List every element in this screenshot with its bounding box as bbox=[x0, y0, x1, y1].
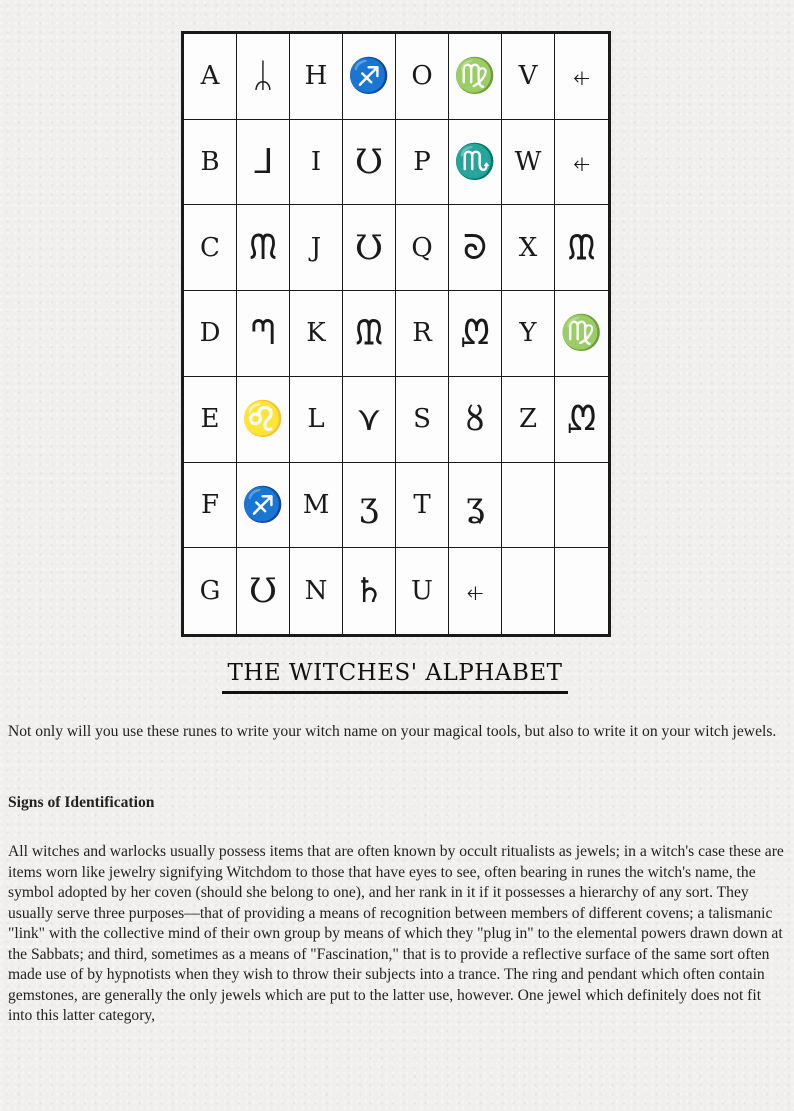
rune-cell bbox=[237, 377, 290, 463]
letter-cell bbox=[290, 377, 343, 463]
letter-cell bbox=[184, 377, 237, 463]
alphabet-letter: V bbox=[518, 61, 538, 92]
alphabet-table bbox=[181, 31, 611, 637]
letter-cell bbox=[396, 120, 449, 206]
rune-symbol: ⍅ bbox=[571, 142, 592, 183]
letter-cell bbox=[396, 291, 449, 377]
rune-cell bbox=[449, 120, 502, 206]
alphabet-letter: G bbox=[199, 576, 221, 607]
intro-paragraph: Not only will you use these runes to write your witch name on your magical tools, but also to write it on your witch jewels. bbox=[8, 723, 777, 740]
rune-symbol: ♏ bbox=[453, 142, 497, 183]
alphabet-letter: D bbox=[199, 318, 221, 349]
rune-symbol: ᛦ bbox=[252, 56, 274, 97]
letter-cell bbox=[184, 291, 237, 377]
rune-cell bbox=[555, 291, 608, 377]
alphabet-letter: I bbox=[310, 147, 322, 178]
alphabet-letter: H bbox=[304, 61, 328, 92]
rune-symbol: ᘉ bbox=[250, 313, 276, 354]
rune-symbol: ♍ bbox=[453, 56, 497, 97]
rune-cell bbox=[343, 291, 396, 377]
letter-cell bbox=[396, 377, 449, 463]
letter-cell bbox=[290, 34, 343, 120]
rune-symbol: ᘻ bbox=[460, 313, 490, 354]
alphabet-letter: O bbox=[411, 61, 433, 92]
alphabet-letter: S bbox=[413, 404, 431, 435]
rune-cell bbox=[555, 377, 608, 463]
alphabet-letter: X bbox=[518, 232, 538, 263]
letter-cell bbox=[502, 548, 555, 634]
figure-caption: THE WITCHES' ALPHABET bbox=[222, 656, 568, 694]
rune-symbol: ♐ bbox=[347, 56, 391, 97]
letter-cell bbox=[396, 34, 449, 120]
rune-cell bbox=[343, 120, 396, 206]
alphabet-letter: M bbox=[302, 489, 330, 520]
rune-cell bbox=[237, 120, 290, 206]
rune-cell bbox=[449, 377, 502, 463]
rune-cell bbox=[555, 463, 608, 549]
alphabet-letter: T bbox=[413, 489, 431, 520]
letter-cell bbox=[290, 120, 343, 206]
rune-symbol: ᙢ bbox=[354, 313, 384, 354]
rune-symbol: ȣ bbox=[465, 399, 485, 440]
rune-cell bbox=[237, 205, 290, 291]
rune-symbol: ⋎ bbox=[356, 399, 382, 440]
letter-cell bbox=[184, 205, 237, 291]
alphabet-letter: A bbox=[200, 61, 220, 92]
alphabet-letter: Y bbox=[519, 318, 537, 349]
witches-alphabet-figure bbox=[181, 31, 611, 637]
alphabet-letter: Q bbox=[411, 232, 433, 263]
rune-symbol: ᘐ bbox=[463, 227, 487, 268]
rune-cell bbox=[449, 548, 502, 634]
section-heading: Signs of Identification bbox=[8, 794, 155, 811]
rune-cell bbox=[343, 463, 396, 549]
alphabet-letter: P bbox=[413, 147, 431, 178]
rune-cell bbox=[343, 548, 396, 634]
letter-cell bbox=[184, 120, 237, 206]
letter-cell bbox=[184, 463, 237, 549]
body-paragraph: All witches and warlocks usually possess items that are often known by occult ritualists as jewels; in a witch's case these are items worn like jewelry signifying Witchdom to those that have eyes to see, often bearing in runes the witch's name, the symbol adopted by her coven (should she belong to one), and her rank in it if it possesses a hierarchy of any sort. They usually serve three purposes—that of providing a means of recognition between members of different covens; a talismanic "link" with the collective mind of their own group by means of which they "plug in" to the elemental powers drawn down at the Sabbats; and third, sometimes as a means of "Fascination," that is to provide a reflective surface of the same sort often made use of by hypnotists when they wish to throw their subjects into a trance. The ring and pendant which often contain gemstones, are generally the only jewels which are put to the latter use, however. One jewel which definitely does not fit into this latter category, bbox=[8, 843, 784, 1024]
rune-symbol: Ʊ bbox=[248, 571, 278, 612]
letter-cell bbox=[502, 205, 555, 291]
letter-cell bbox=[502, 291, 555, 377]
alphabet-letter: K bbox=[306, 318, 326, 349]
alphabet-letter: E bbox=[200, 404, 220, 435]
letter-cell bbox=[502, 34, 555, 120]
alphabet-letter: J bbox=[310, 232, 322, 263]
letter-cell bbox=[290, 291, 343, 377]
alphabet-letter: U bbox=[411, 576, 433, 607]
rune-cell bbox=[343, 205, 396, 291]
rune-cell bbox=[449, 463, 502, 549]
letter-cell bbox=[502, 463, 555, 549]
rune-symbol: ʒ bbox=[359, 484, 379, 525]
letter-cell bbox=[396, 548, 449, 634]
rune-cell bbox=[555, 205, 608, 291]
rune-symbol: ⍅ bbox=[464, 571, 486, 612]
rune-cell bbox=[237, 34, 290, 120]
letter-cell bbox=[396, 463, 449, 549]
alphabet-letter: Z bbox=[518, 404, 538, 435]
letter-cell bbox=[184, 548, 237, 634]
letter-cell bbox=[396, 205, 449, 291]
alphabet-letter: C bbox=[200, 232, 220, 263]
rune-symbol: ᒧ bbox=[252, 142, 274, 183]
rune-cell bbox=[237, 463, 290, 549]
letter-cell bbox=[184, 34, 237, 120]
rune-cell bbox=[237, 548, 290, 634]
letter-cell bbox=[290, 548, 343, 634]
rune-symbol: ᙢ bbox=[567, 227, 596, 268]
rune-symbol: ♐ bbox=[241, 484, 285, 525]
rune-cell bbox=[555, 120, 608, 206]
rune-cell bbox=[449, 34, 502, 120]
rune-symbol: ♌ bbox=[241, 399, 285, 440]
rune-symbol: ʓ bbox=[465, 484, 485, 525]
rune-cell bbox=[343, 377, 396, 463]
rune-symbol: ♍ bbox=[560, 313, 603, 354]
rune-symbol: ᘻ bbox=[566, 399, 597, 440]
rune-symbol: ♄ bbox=[353, 571, 385, 612]
letter-cell bbox=[502, 120, 555, 206]
rune-symbol: ᙏ bbox=[248, 227, 278, 268]
rune-cell bbox=[555, 34, 608, 120]
rune-symbol: Ʊ bbox=[354, 227, 384, 268]
alphabet-letter: N bbox=[304, 576, 328, 607]
alphabet-letter: B bbox=[200, 147, 220, 178]
rune-cell bbox=[555, 548, 608, 634]
rune-cell bbox=[449, 291, 502, 377]
alphabet-letter: L bbox=[307, 404, 325, 435]
letter-cell bbox=[290, 463, 343, 549]
alphabet-letter: R bbox=[412, 318, 432, 349]
rune-cell bbox=[343, 34, 396, 120]
letter-cell bbox=[502, 377, 555, 463]
rune-cell bbox=[237, 291, 290, 377]
rune-cell bbox=[449, 205, 502, 291]
alphabet-letter: W bbox=[514, 147, 542, 178]
alphabet-letter: F bbox=[200, 489, 220, 520]
rune-symbol: Ʊ bbox=[354, 142, 384, 183]
letter-cell bbox=[290, 205, 343, 291]
rune-symbol: ⍅ bbox=[571, 56, 592, 97]
